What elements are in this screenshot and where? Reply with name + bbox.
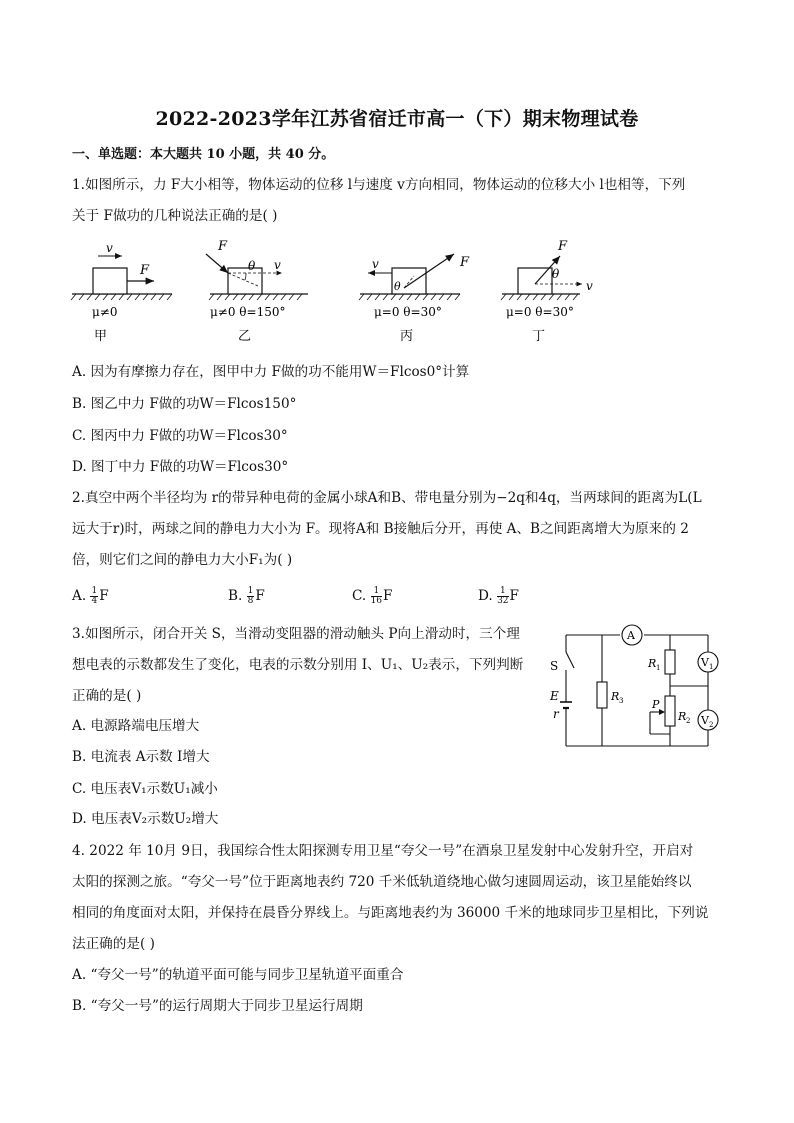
svg-text:E: E bbox=[550, 689, 559, 703]
svg-text:v: v bbox=[274, 258, 281, 272]
svg-text:A: A bbox=[627, 629, 635, 642]
fig-jia-cond: μ≠0 bbox=[92, 305, 118, 319]
q1-option-b: B. 图乙中力 F做的功W＝Flcos150° bbox=[72, 396, 297, 412]
q4-stem-line3: 相同的角度面对太阳，并保持在晨昏分界线上。与距离地表约为 36000 千米的地球同步卫星相比，下列说 bbox=[72, 905, 709, 921]
q2-stem-line1: 2.真空中两个半径均为 r的带异种电荷的金属小球A和B、带电量分别为−2q和4q，当两球间的距离为L(L bbox=[72, 490, 702, 506]
q1-option-c: C. 图丙中力 F做的功W＝Flcos30° bbox=[72, 428, 288, 444]
svg-text:R: R bbox=[678, 710, 687, 723]
svg-text:μ≠0 θ=150°: μ≠0 θ=150° bbox=[210, 305, 286, 319]
svg-text:μ=0 θ=30°: μ=0 θ=30° bbox=[374, 305, 442, 319]
q4-stem-line2: 太阳的探测之旅。“夸父一号”位于距离地表约 720 千米低轨道绕地心做匀速圆周运动，该卫星能始终以 bbox=[72, 874, 692, 890]
svg-text:v: v bbox=[372, 257, 379, 271]
q1-figure bbox=[60, 236, 620, 348]
q3-option-d: D. 电压表V₂示数U₂增大 bbox=[72, 811, 219, 827]
figure-ding bbox=[501, 239, 593, 344]
q2-option-a: A. $\frac{1}{4}$ F bbox=[72, 586, 109, 606]
q4-stem-line1: 4. 2022 年 10月 9日，我国综合性太阳探测专用卫星“夸父一号”在酒泉卫星发射中心发射升空，开启对 bbox=[72, 843, 694, 859]
svg-text:R: R bbox=[648, 657, 657, 670]
svg-text:F: F bbox=[460, 255, 470, 270]
figure-jia bbox=[71, 241, 172, 344]
svg-text:1: 1 bbox=[656, 664, 661, 672]
svg-text:θ: θ bbox=[394, 280, 401, 293]
svg-text:P: P bbox=[652, 698, 660, 711]
q3-stem-line1: 3.如图所示，闭合开关 S，当滑动变阻器的滑动触头 P向上滑动时，三个理 bbox=[72, 626, 520, 642]
figure-yi bbox=[206, 239, 308, 344]
q2-stem-line2: 远大于r)时，两球之间的静电力大小为 F。现将A和 B接触后分开，再使 A、B之间距离增大为原来的 2 bbox=[72, 521, 689, 537]
svg-text:v: v bbox=[586, 279, 593, 293]
q3-stem-line3: 正确的是( ) bbox=[72, 688, 142, 704]
fig-jia-name: 甲 bbox=[94, 329, 108, 344]
q3-option-c: C. 电压表V₁示数U₁减小 bbox=[72, 781, 218, 797]
svg-text:乙: 乙 bbox=[238, 329, 252, 344]
q2-option-d: D. $\frac{1}{32}$ F bbox=[478, 586, 519, 606]
svg-text:V: V bbox=[701, 714, 709, 727]
q1-stem-line2: 关于 F做功的几种说法正确的是( ) bbox=[72, 208, 278, 224]
svg-text:丁: 丁 bbox=[532, 329, 546, 344]
svg-text:F: F bbox=[558, 239, 568, 254]
svg-text:θ: θ bbox=[552, 267, 560, 281]
q3-stem-line2: 想电表的示数都发生了变化，电表的示数分别用 I、U₁、U₂表示，下列判断 bbox=[72, 657, 524, 673]
svg-text:R: R bbox=[611, 690, 620, 703]
q1-option-a: A. 因为有摩擦力存在，图甲中力 F做的功不能用W＝Flcos0°计算 bbox=[72, 364, 470, 380]
q3-option-a: A. 电源路端电压增大 bbox=[72, 718, 200, 734]
q3-circuit-diagram bbox=[544, 624, 724, 752]
section-heading: 一、单选题：本大题共 10 小题，共 40 分。 bbox=[72, 147, 335, 162]
figure-bing bbox=[359, 254, 470, 344]
q1-option-d: D. 图丁中力 F做的功W＝Flcos30° bbox=[72, 459, 289, 475]
q2-option-b: B. $\frac{1}{8}$ F bbox=[228, 586, 265, 606]
q2-option-c: C. $\frac{1}{16}$ F bbox=[352, 586, 393, 606]
svg-text:μ=0 θ=30°: μ=0 θ=30° bbox=[506, 305, 574, 319]
q2-stem-line3: 倍，则它们之间的静电力大小F₁为( ) bbox=[72, 552, 293, 568]
q4-stem-line4: 法正确的是( ) bbox=[72, 936, 155, 952]
svg-text:丙: 丙 bbox=[400, 329, 414, 344]
page-title: 2022-2023学年江苏省宿迁市高一（下）期末物理试卷 bbox=[155, 108, 639, 130]
fig-jia-v: v bbox=[106, 241, 113, 255]
svg-text:2: 2 bbox=[686, 717, 691, 725]
svg-text:2: 2 bbox=[709, 721, 714, 729]
svg-text:F: F bbox=[218, 239, 228, 254]
q4-option-a: A. “夸父一号”的轨道平面可能与同步卫星轨道平面重合 bbox=[72, 967, 404, 983]
svg-text:S: S bbox=[550, 659, 559, 673]
svg-text:V: V bbox=[701, 656, 709, 669]
svg-text:1: 1 bbox=[709, 663, 714, 671]
q1-stem-line1: 1.如图所示，力 F大小相等，物体运动的位移 l与速度 v方向相同，物体运动的位移大小 l也相等，下列 bbox=[72, 177, 686, 193]
svg-text:θ: θ bbox=[248, 259, 256, 273]
svg-text:3: 3 bbox=[619, 697, 624, 705]
q4-option-b: B. “夸父一号”的运行周期大于同步卫星运行周期 bbox=[72, 998, 363, 1014]
fig-jia-F: F bbox=[140, 263, 150, 278]
q3-option-b: B. 电流表 A示数 I增大 bbox=[72, 749, 210, 765]
svg-text:r: r bbox=[553, 707, 559, 721]
